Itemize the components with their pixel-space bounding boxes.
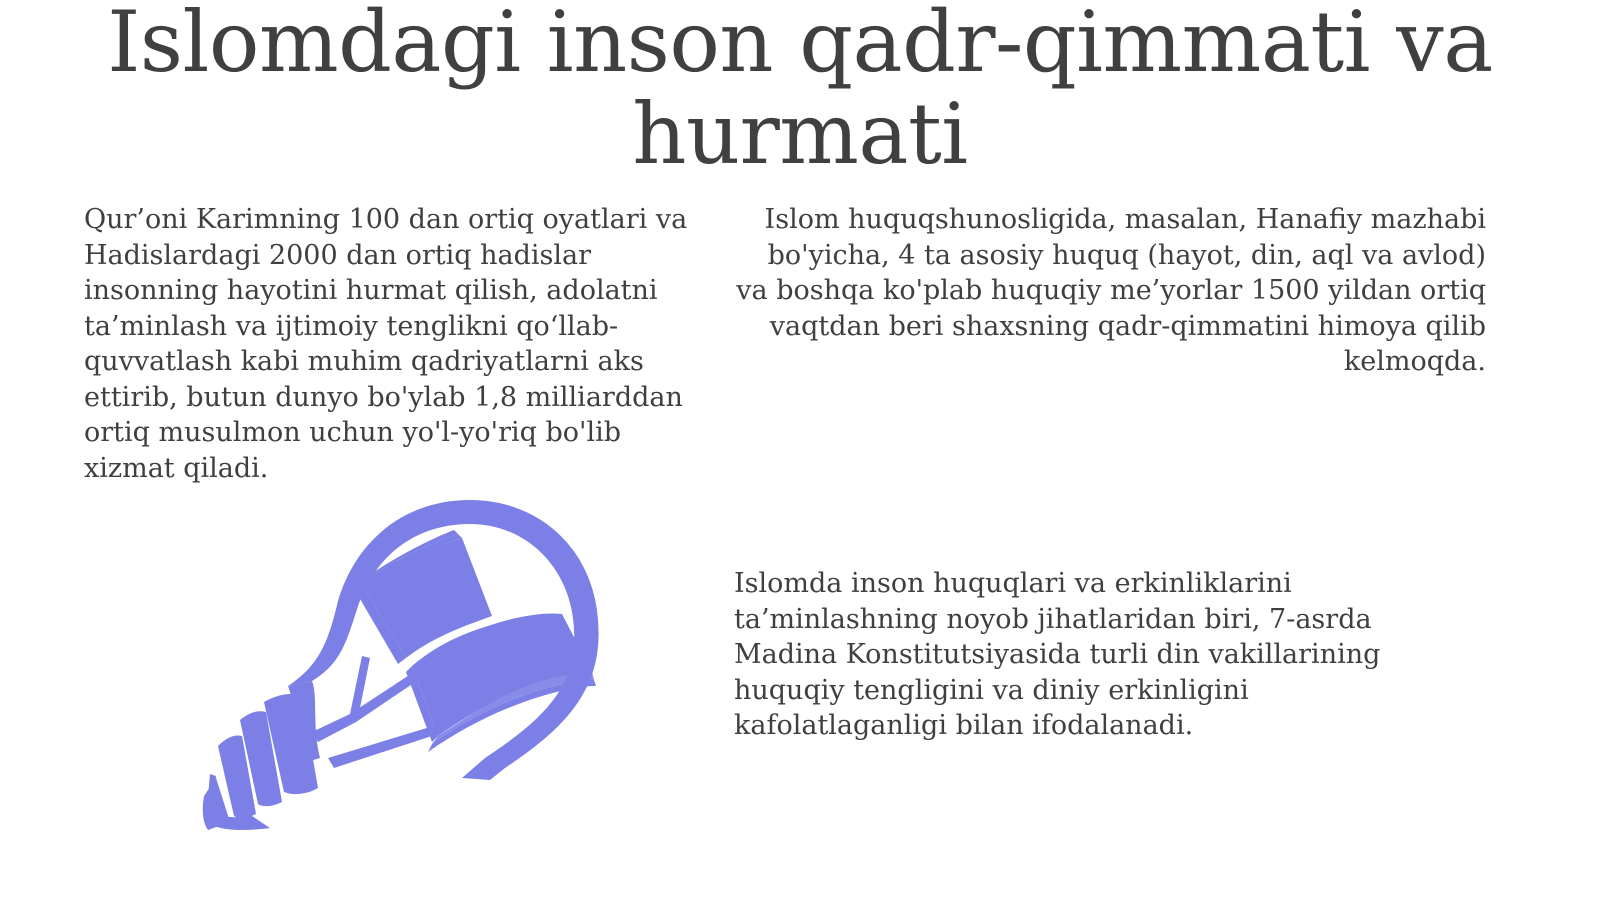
lightbulb-book-icon	[200, 496, 620, 846]
paragraph-hanafi-rights: Islom huquqshunosligida, masalan, Hanafiy mazhabi bo'yicha, 4 ta asosiy huquq (hayot, din, aql va avlod) va boshqa ko'plab huquqiy me’yorlar 1500 yildan ortiq vaqtdan beri shaxsning qadr-qimmatini himoya qilib kelmoqda.	[736, 204, 1486, 377]
slide-title: Islomdagi inson qadr-qimmati va hurmati	[107, 0, 1493, 183]
paragraph-madina-constitution: Islomda inson huquqlari va erkinliklarini ta’minlashning noyob jihatlaridan biri, 7-asrda Madina Konstitutsiyasida turli din vakillarining huquqiy tengligini va diniy erkinligini kafolatlaganligi bilan ifodalanadi.	[734, 568, 1381, 741]
paragraph-quran-hadith: Qur’oni Karimning 100 dan ortiq oyatlari va Hadislardagi 2000 dan ortiq hadislar insonning hayotini hurmat qilish, adolatni ta’minlash va ijtimoiy tenglikni qo‘llab-quvvatlash kabi muhim qadriyatlarni aks ettirib, butun dunyo bo'ylab 1,8 milliarddan ortiq musulmon uchun yo'l-yo'riq bo'lib xizmat qiladi.	[84, 204, 688, 484]
